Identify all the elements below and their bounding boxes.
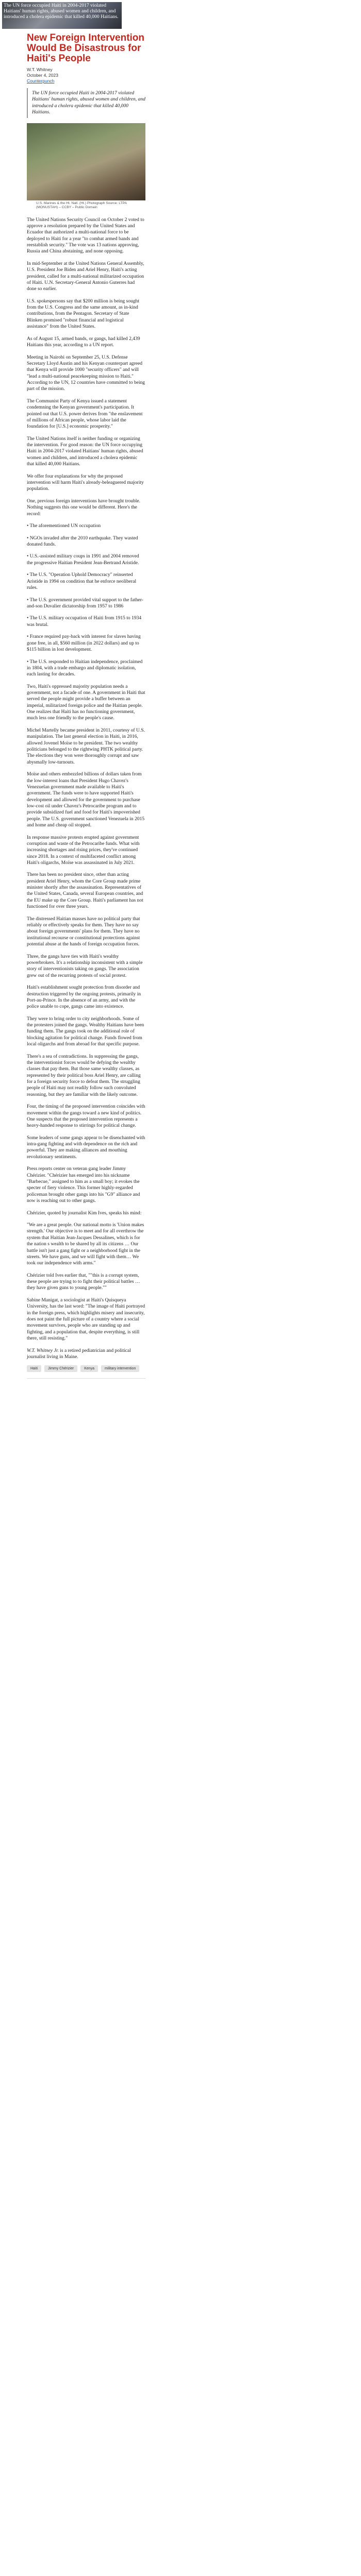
article-paragraph: The United Nations Security Council on October 2 voted to approve a resolution prepared by the United States and Ecuador that authorized a multi-national force to be deployed to Haiti for a year "to combat armed bands and reestablish security." The vote was 13 nations approving, Russia and China abstaining, and none opposing.: [27, 216, 144, 255]
hero-image: [2, 2, 122, 29]
author: W.T. Whitney: [27, 67, 53, 72]
article-paragraph: Sabine Manigat, a sociologist at Haiti's Quisqueya University, has the last word: "The image of Haiti portrayed in the foreign press, which highlights misery and insecurity, does not paint the full picture of a country where a social movement survives, people who are standing up and fighting, and a population that, despite everything, is still there, still resisting.": [27, 1297, 145, 1341]
article-paragraph: • U.S.-assisted military coups in 1991 and 2004 removed the progressive Haitian President Jean-Bertrand Aristide.: [27, 553, 139, 566]
article-paragraph: They were to bring order to city neighborhoods. Some of the protesters joined the gangs. Wealthy Haitians have been funding them. The gangs took on the additional role of blocking agitation for political change. Funds flowed from local oligarchs and from abroad for that specific purpose.: [27, 1015, 144, 1047]
author-bio: [27, 1348, 145, 1361]
lead-quote: The UN force occupied Haiti in 2004-2017 violated Haitians' human rights, abused women and children, and introduced a cholera epidemic that killed 40,000 Haitians.: [27, 88, 145, 118]
article-paragraph: The United Nations itself is neither funding or organizing the intervention. For good reason: the UN force occupying Haiti in 2004-2017 violated Haitians' human rights, abused women and children, and introduced a cholera epidemic that killed 40,000 Haitians.: [27, 435, 143, 467]
tag-list: [27, 1365, 145, 1372]
article-paragraph: U.S. spokespersons say that $200 million is being sought from the U.S. Congress and the same amount, as in-kind contributions, from the Pentagon. Secretary of State Blinken promised "robust financial and logistical assistance" from the United States.: [27, 298, 139, 330]
hero-caption: The UN force occupied Haiti in 2004-2017 violated Haitians' human rights, abused women and children, and introduced a cholera epidemic that killed 40,000 Haitians.: [4, 3, 119, 20]
tag-link[interactable]: Kenya: [80, 1365, 98, 1372]
article-figure: [27, 123, 145, 210]
article-paragraph: Meeting in Nairobi on September 25, U.S. Defense Secretary Lloyd Austin and his Kenyan counterpart agreed that Kenya will provide 1000 "security officers" and will "lead a multi-national peacekeeping mission to Haiti." According to the UN, 12 countries have committed to being part of the mission.: [27, 354, 145, 392]
bio-text: is a retired pediatrician and political journalist living in Maine.: [27, 1347, 131, 1360]
article-paragraph: In response massive protests erupted against government corruption and waste of the Petrocaribe funds. What with increasing shortages and rising prices, they've continued since 2018. In a context of multifaceted conflict among Haiti's oligarchs, Moïse was assassinated in July 2021.: [27, 834, 140, 866]
article-paragraph: Chérizier told Ives earlier that, ""this is a corrupt system, these people are trying to to fight their political battles … they have given guns to young people."": [27, 1272, 140, 1291]
article-paragraph: Press reports center on veteran gang leader Jimmy Chérizier. "Chérizier has emerged into his nickname "Barbecue," assigned to him as a small boy; it evokes the specter of fiery violence. This former highly-regarded policeman brought other gangs into his "G9" alliance and now is reaching out to other gangs.: [27, 1166, 140, 1204]
article-paragraph: • The aforementioned UN occupation: [27, 523, 101, 529]
tag-link[interactable]: Jimmy Chérizier: [44, 1365, 77, 1372]
article-paragraph: Two, Haiti's oppressed majority population needs a government, not a facade of one. A government in Haiti that served the people might provide a buffer between an imperial, militarized foreign police and the Haitian people. One realizes that Haiti has no functioning government, much less one friendly to the people's cause.: [27, 683, 145, 721]
article-body: [27, 217, 145, 1342]
bio-name: W.T. Whitney Jr.: [27, 1347, 59, 1353]
article-paragraph: Three, the gangs have ties with Haiti's wealthy powerbrokers. It's a relationship inconsistent with a simple story of interventionists taking on gangs. The association grew out of the recurring protests of social protest.: [27, 953, 143, 978]
article-paragraph: The Communist Party of Kenya issued a statement condemning the Kenyan government's participation. It pointed out that U.S. power derives from "the enslavement of millions of African people, whose labor laid the foundation for [U.S.] economic prosperity.": [27, 398, 143, 430]
article-paragraph: Some leaders of some gangs appear to be disenchanted with intra-gang fighting and with dependence on the rich and powerful. They are making alliances and mouthing revolutionary sentiments.: [27, 1134, 145, 1160]
article-paragraph: • The U.S. "Operation Uphold Democracy" reinserted Aristide in 1994 on condition that he enforce neoliberal rules.: [27, 572, 137, 591]
article: [27, 33, 145, 1379]
date: October 4, 2023: [27, 73, 58, 78]
article-paragraph: The distressed Haitian masses have no political party that reliably or effectively speaks for them. They have no say about foreign governments' plans for them. They have no institutional recourse or constitutional protections against potential abuse at the hands of foreign occupation forces.: [27, 916, 140, 947]
article-paragraph: Moïse and others embezzled billions of dollars taken from the low-interest loans that President Hugo Chavez's Venezuelan government made available to Haiti's government. The funds were to have supported Haiti's development and allowed for the government to purchase low-cost oil under Chavez's Petrocaribe program and to provide subsidized fuel and food for Haiti's impoverished people. The U.S. government sanctioned Venezuela in 2015 and home and cheap oil stopped.: [27, 771, 145, 828]
article-paragraph: We offer four explanations for why the proposed intervention will harm Haiti's already-beleaguered majority population.: [27, 473, 144, 492]
article-paragraph: There has been no president since, other than acting president Ariel Henry, whom the Core Group made prime minister shortly after the assassination. Representatives of the United States, Canada, several European countries, and the EU make up the Core Group. Haiti's parliament has not functioned for over three years.: [27, 872, 143, 910]
article-title[interactable]: New Foreign Intervention Would Be Disastrous for Haiti's People: [27, 32, 145, 64]
article-paragraph: Michel Martelly became president in 2011, courtesy of U.S. manipulation. The last general election in Haiti, in 2016, allowed Jovenel Moïse to be president. The two wealthy politicians belonged to the rightwing PHTK political party. The elections they won were thoroughly corrupt and saw abysmally low-turnouts.: [27, 727, 145, 765]
article-paragraph: "We are a great people. Our national motto is 'Union makes strength.' Our objective is to meet and for all overthrow the system that Haitian Jean-Jacques Dessalines, which is for the nation s wealth to be shared by all its citizens … Our battle isn't just a gang fight or a neighborhood fight in the streets. We have guns, and we will fight with them… We took our independence with arms.": [27, 1222, 144, 1266]
article-paragraph: • The U.S. government provided vital support to the father-and-son Duvalier dictatorship from 1957 to 1986: [27, 597, 143, 609]
tag-link[interactable]: Haiti: [27, 1365, 41, 1372]
article-paragraph: In mid-September at the United Nations General Assembly, U.S. President Joe Biden and Ariel Henry, Haiti's acting president, called for a multi-national militarized occupation of Haiti. U.N. Secretary-General Antonio Guterres had done so earlier.: [27, 260, 144, 292]
divider: [27, 1378, 145, 1379]
article-paragraph: • France required pay-back with interest for slaves having gone free, in all, $560 million (in 2022 dollars) and up to $115 billion in lost development.: [27, 634, 141, 652]
article-paragraph: • The U.S. military occupation of Haiti from 1915 to 1934 was brutal.: [27, 615, 142, 628]
article-paragraph: Four, the timing of the proposed intervention coincides with movement within the gangs toward a new kind of politics. One suspects that the proposed intervention represents a heavy-handed response to stirrings for political change.: [27, 1104, 145, 1129]
article-paragraph: • NGOs invaded after the 2010 earthquake. They wasted donated funds.: [27, 535, 138, 547]
article-paragraph: There's a sea of contradictions. In suppressing the gangs, the interventionist forces would be defying the wealthy classes that pay them. But those same wealthy classes, as represented by their political boss Ariel Henry, are calling for a foreign security force to defeat them. The struggling people of Haiti may not readily follow such convoluted reasoning, but they are familiar with the likely outcome.: [27, 1053, 141, 1097]
article-paragraph: As of August 15, armed bands, or gangs, had killed 2,439 Haitians this year, according to a UN report.: [27, 335, 140, 348]
article-paragraph: One, previous foreign interventions have brought trouble. Nothing suggests this one would be different. Here's the record:: [27, 498, 141, 517]
photo-caption: U.S. Marines & the Ht. Natl. (Ht.) Photograph Source: LTPA (MONUSTAH) – CCBY – Public Domain: [36, 201, 127, 209]
category-link[interactable]: Counterpunch: [27, 78, 55, 83]
article-meta: [27, 67, 145, 84]
article-paragraph: • The U.S. responded to Haitian independence, proclaimed in 1804, with a trade embargo and diplomatic isolation, each lasting for decades.: [27, 658, 143, 677]
article-paragraph: Chérizier, quoted by journalist Kim Ives, speaks his mind:: [27, 1210, 142, 1216]
article-paragraph: Haiti's establishment sought protection from disorder and destruction triggered by the ongoing protests, primarily in Port-au-Prince. In the absence of an army, and with the police unable to cope, gangs came into existence.: [27, 985, 141, 1010]
tag-link[interactable]: military intervention: [101, 1365, 139, 1372]
article-photo: [27, 123, 145, 200]
